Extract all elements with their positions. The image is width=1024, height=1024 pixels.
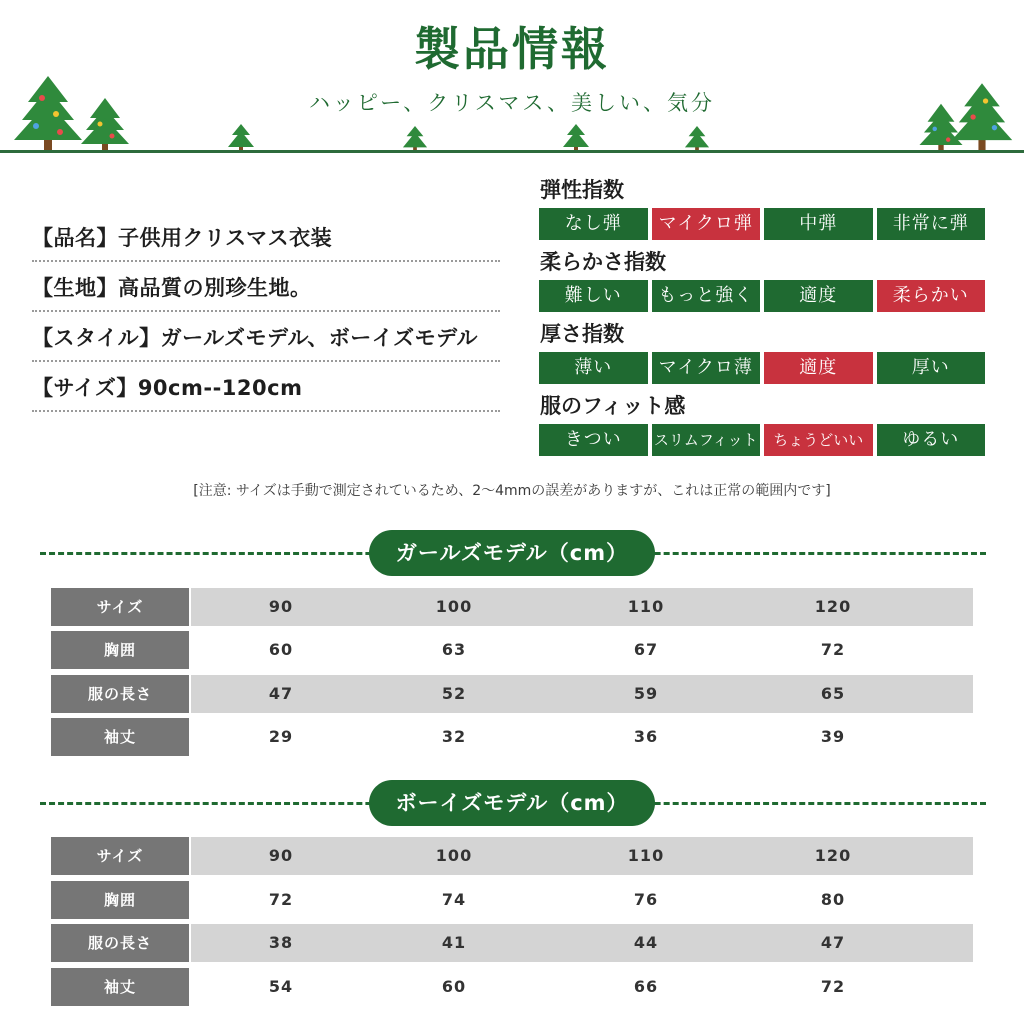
row-label: 袖丈 <box>51 968 189 1006</box>
christmas-tree-icon <box>402 125 428 153</box>
fit-index <box>539 424 985 456</box>
table-cell: 32 <box>441 727 467 746</box>
table-cell: 120 <box>814 597 852 616</box>
index-option: 柔らかい <box>877 280 986 312</box>
girls-section-title: ガールズモデル（cm） <box>369 530 655 576</box>
row-label: 胸囲 <box>51 881 189 919</box>
table-cell: 47 <box>820 933 846 952</box>
row-cells <box>191 924 973 962</box>
table-row <box>51 631 973 669</box>
row-label: サイズ <box>51 837 189 875</box>
table-cell: 54 <box>268 977 294 996</box>
table-cell: 60 <box>268 640 294 659</box>
index-option: 中弾 <box>764 208 873 240</box>
table-cell: 67 <box>633 640 659 659</box>
header <box>0 0 1024 160</box>
table-cell: 36 <box>633 727 659 746</box>
table-cell: 41 <box>441 933 467 952</box>
table-cell: 44 <box>633 933 659 952</box>
table-cell: 47 <box>268 684 294 703</box>
index-option: マイクロ薄 <box>652 352 761 384</box>
table-cell: 110 <box>627 846 665 865</box>
table-row <box>51 968 973 1006</box>
row-cells <box>191 631 973 669</box>
table-cell: 72 <box>820 977 846 996</box>
thickness-index <box>539 352 985 384</box>
spec-style: 【スタイル】ガールズモデル、ボーイズモデル <box>32 312 500 362</box>
index-option: ゆるい <box>877 424 986 456</box>
table-cell: 90 <box>268 597 294 616</box>
index-option: 難しい <box>539 280 648 312</box>
table-cell: 52 <box>441 684 467 703</box>
elasticity-index-title: 弾性指数 <box>540 178 624 202</box>
row-label: 袖丈 <box>51 718 189 756</box>
table-cell: 74 <box>441 890 467 909</box>
index-option: 非常に弾 <box>877 208 986 240</box>
christmas-tree-icon <box>950 80 1014 154</box>
table-row <box>51 924 973 962</box>
table-cell: 100 <box>435 597 473 616</box>
table-row <box>51 675 973 713</box>
softness-index-title: 柔らかさ指数 <box>540 250 666 274</box>
elasticity-index <box>539 208 985 240</box>
table-cell: 66 <box>633 977 659 996</box>
table-cell: 72 <box>820 640 846 659</box>
row-cells <box>191 675 973 713</box>
row-cells <box>191 968 973 1006</box>
index-option: 適度 <box>764 280 873 312</box>
spec-fabric: 【生地】高品質の別珍生地。 <box>32 262 500 312</box>
page-title: 製品情報 <box>414 22 610 76</box>
christmas-tree-icon <box>684 125 710 153</box>
table-cell: 76 <box>633 890 659 909</box>
table-cell: 29 <box>268 727 294 746</box>
table-cell: 72 <box>268 890 294 909</box>
row-cells <box>191 588 973 626</box>
table-cell: 63 <box>441 640 467 659</box>
page-subtitle: ハッピー、クリスマス、美しい、気分 <box>308 91 716 115</box>
measurement-note: [注意: サイズは手動で測定されているため、2〜4mmの誤差がありますが、これは正常の範囲内です] <box>193 483 831 499</box>
row-label: 服の長さ <box>51 675 189 713</box>
index-option: スリムフィット <box>652 424 761 456</box>
table-cell: 90 <box>268 846 294 865</box>
table-cell: 60 <box>441 977 467 996</box>
table-row <box>51 718 973 756</box>
row-label: 服の長さ <box>51 924 189 962</box>
index-option: ちょうどいい <box>764 424 873 456</box>
row-cells <box>191 881 973 919</box>
index-option: なし弾 <box>539 208 648 240</box>
table-cell: 100 <box>435 846 473 865</box>
index-option: もっと強く <box>652 280 761 312</box>
fit-index-title: 服のフィット感 <box>540 394 686 418</box>
christmas-tree-icon <box>80 96 130 154</box>
table-row <box>51 837 973 875</box>
index-option: 適度 <box>764 352 873 384</box>
spec-size: 【サイズ】90cm--120cm <box>32 362 500 412</box>
index-option: 薄い <box>539 352 648 384</box>
table-cell: 59 <box>633 684 659 703</box>
row-cells <box>191 718 973 756</box>
table-cell: 110 <box>627 597 665 616</box>
table-cell: 80 <box>820 890 846 909</box>
row-label: 胸囲 <box>51 631 189 669</box>
table-row <box>51 881 973 919</box>
table-cell: 39 <box>820 727 846 746</box>
christmas-tree-icon <box>227 123 255 153</box>
softness-index <box>539 280 985 312</box>
table-cell: 120 <box>814 846 852 865</box>
ground-line <box>0 150 1024 153</box>
thickness-index-title: 厚さ指数 <box>540 322 624 346</box>
christmas-tree-icon <box>12 74 84 154</box>
christmas-tree-icon <box>562 123 590 153</box>
table-cell: 65 <box>820 684 846 703</box>
table-cell: 38 <box>268 933 294 952</box>
index-option: マイクロ弾 <box>652 208 761 240</box>
table-row <box>51 588 973 626</box>
index-option: 厚い <box>877 352 986 384</box>
row-label: サイズ <box>51 588 189 626</box>
spec-product-name: 【品名】子供用クリスマス衣装 <box>32 212 500 262</box>
row-cells <box>191 837 973 875</box>
index-option: きつい <box>539 424 648 456</box>
boys-section-title: ボーイズモデル（cm） <box>369 780 655 826</box>
